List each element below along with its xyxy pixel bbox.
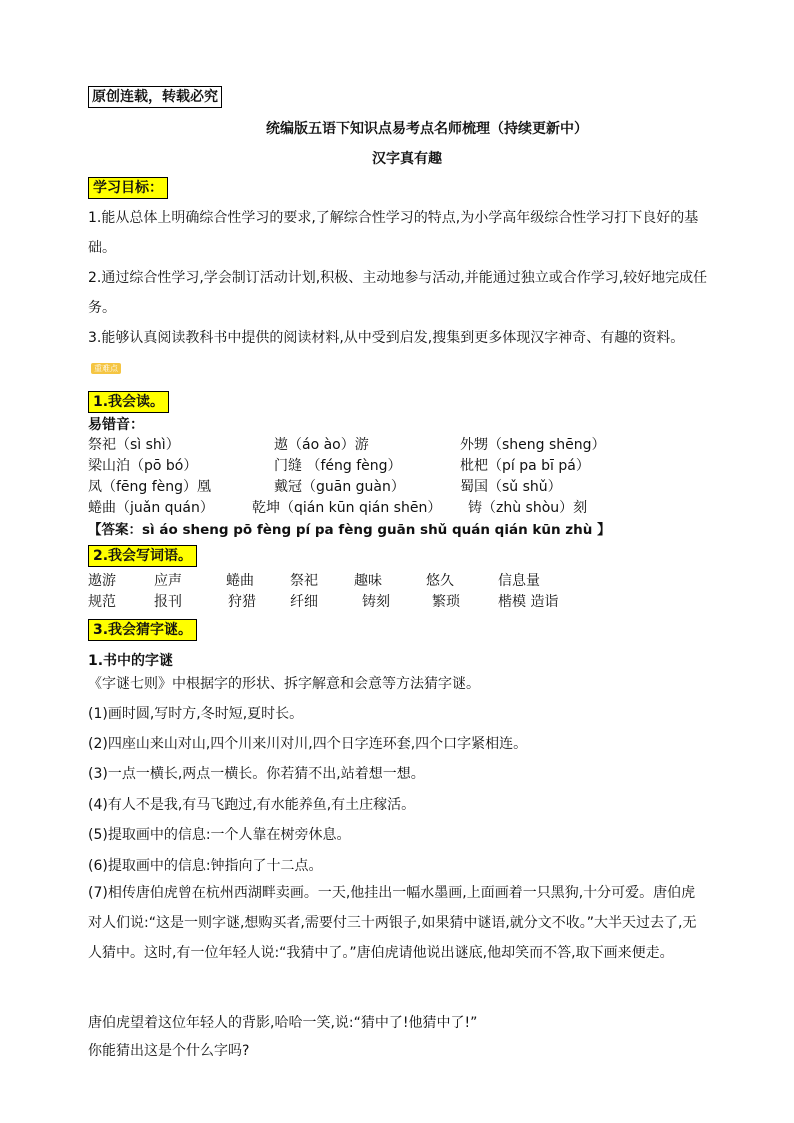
vocab-word: 纤细 [290, 594, 318, 610]
riddles-subheading: 1.书中的字谜 [88, 653, 174, 669]
vocab-word: 蜷曲 [226, 573, 254, 589]
reading-answer: 【答案：sì áo sheng pō fèng pí pa fèng guān shǔ quán qián kūn zhù 】 [88, 522, 611, 538]
pron-cell: 戴冠（guān guàn） [274, 479, 405, 495]
vocab-word: 应声 [154, 573, 182, 589]
vocab-word: 规范 [88, 594, 116, 610]
pron-cell: 蜷曲（juǎn quán） [88, 500, 214, 516]
riddle-question: 你能猜出这是个什么字吗? [88, 1043, 250, 1059]
riddle-item: (3)一点一横长,两点一横长。你若猜不出,站着想一想。 [88, 766, 425, 782]
document-subtitle: 汉字真有趣 [372, 151, 442, 167]
goal-item-2: 2.通过综合性学习,学会制订活动计划,积极、主动地参与活动,并能通过独立或合作学习,较好地完成任务。 [88, 270, 708, 316]
vocab-word: 狩猎 [228, 594, 256, 610]
pron-cell: 铸（zhù shòu）刻 [468, 500, 588, 516]
pron-cell: 遨（áo ào）游 [274, 437, 369, 453]
vocab-word: 趣味 [354, 573, 382, 589]
vocab-word: 悠久 [426, 573, 454, 589]
vocab-word: 铸刻 [362, 594, 390, 610]
pron-cell: 凤（fēng fèng）凰 [88, 479, 212, 495]
riddle-item: (2)四座山来山对山,四个川来川对川,四个日字连环套,四个口字紧相连。 [88, 736, 528, 752]
riddle-story: (7)相传唐伯虎曾在杭州西湖畔卖画。一天,他挂出一幅水墨画,上面画着一只黑狗,十分可爱。唐伯虎对人们说:“这是一则字谜,想购买者,需要付三十两银子,如果猜中谜语,就分文不收。”大半天过去了,无人猜中。这时,有一位年轻人说:“我猜中了。”唐伯虎请他说出谜底,他却笑而不答,取下画来便走。 [88, 885, 697, 961]
reading-heading: 1.我会读。 [88, 391, 169, 413]
goal-item-3-text: 3.能够认真阅读教科书中提供的阅读材料,从中受到启发,搜集到更多体现汉字神奇、有趣的资料。 [88, 330, 685, 346]
pron-cell: 门缝 （féng fèng） [274, 458, 402, 474]
reading-subheading: 易错音： [88, 417, 144, 433]
goal-item-3 [88, 323, 708, 383]
goal-item-1: 1.能从总体上明确综合性学习的要求,了解综合性学习的特点,为小学高年级综合性学习打下良好的基础。 [88, 210, 699, 256]
pron-cell: 外甥（sheng shēng） [460, 437, 606, 453]
vocab-word: 遨游 [88, 573, 116, 589]
pron-cell: 蜀国（sǔ shǔ） [460, 479, 562, 495]
riddle-item: (4)有人不是我,有马飞跑过,有水能养鱼,有土庄稼活。 [88, 797, 416, 813]
document-title: 统编版五语下知识点易考点名师梳理（持续更新中） [266, 121, 588, 137]
vocab-word: 报刊 [154, 594, 182, 610]
vocab-word: 楷模 造诣 [498, 594, 559, 610]
riddles-intro: 《字谜七则》中根据字的形状、拆字解意和会意等方法猜字谜。 [88, 676, 480, 692]
vocab-word: 信息量 [498, 573, 540, 589]
riddles-heading: 3.我会猜字谜。 [88, 619, 197, 641]
pron-cell: 枇杷（pí pa bī pá） [460, 458, 590, 474]
pron-cell: 祭祀（sì shì） [88, 437, 180, 453]
vocab-word: 繁琐 [432, 594, 460, 610]
writing-heading: 2.我会写词语。 [88, 545, 197, 567]
pron-cell: 乾坤（qián kūn qián shēn） [252, 500, 442, 516]
key-point-badge: 重难点 [91, 363, 121, 374]
riddle-item: (5)提取画中的信息:一个人靠在树旁休息。 [88, 827, 351, 843]
riddle-story-ending: 唐伯虎望着这位年轻人的背影,哈哈一笑,说:“猜中了!他猜中了!” [88, 1015, 478, 1031]
pron-cell: 梁山泊（pō bó） [88, 458, 198, 474]
copyright-notice: 原创连载，转载必究 [88, 86, 222, 108]
goals-heading: 学习目标： [88, 177, 168, 199]
vocab-word: 祭祀 [290, 573, 318, 589]
riddle-item: (1)画时圆,写时方,冬时短,夏时长。 [88, 706, 304, 722]
riddle-item: (6)提取画中的信息:钟指向了十二点。 [88, 858, 323, 874]
